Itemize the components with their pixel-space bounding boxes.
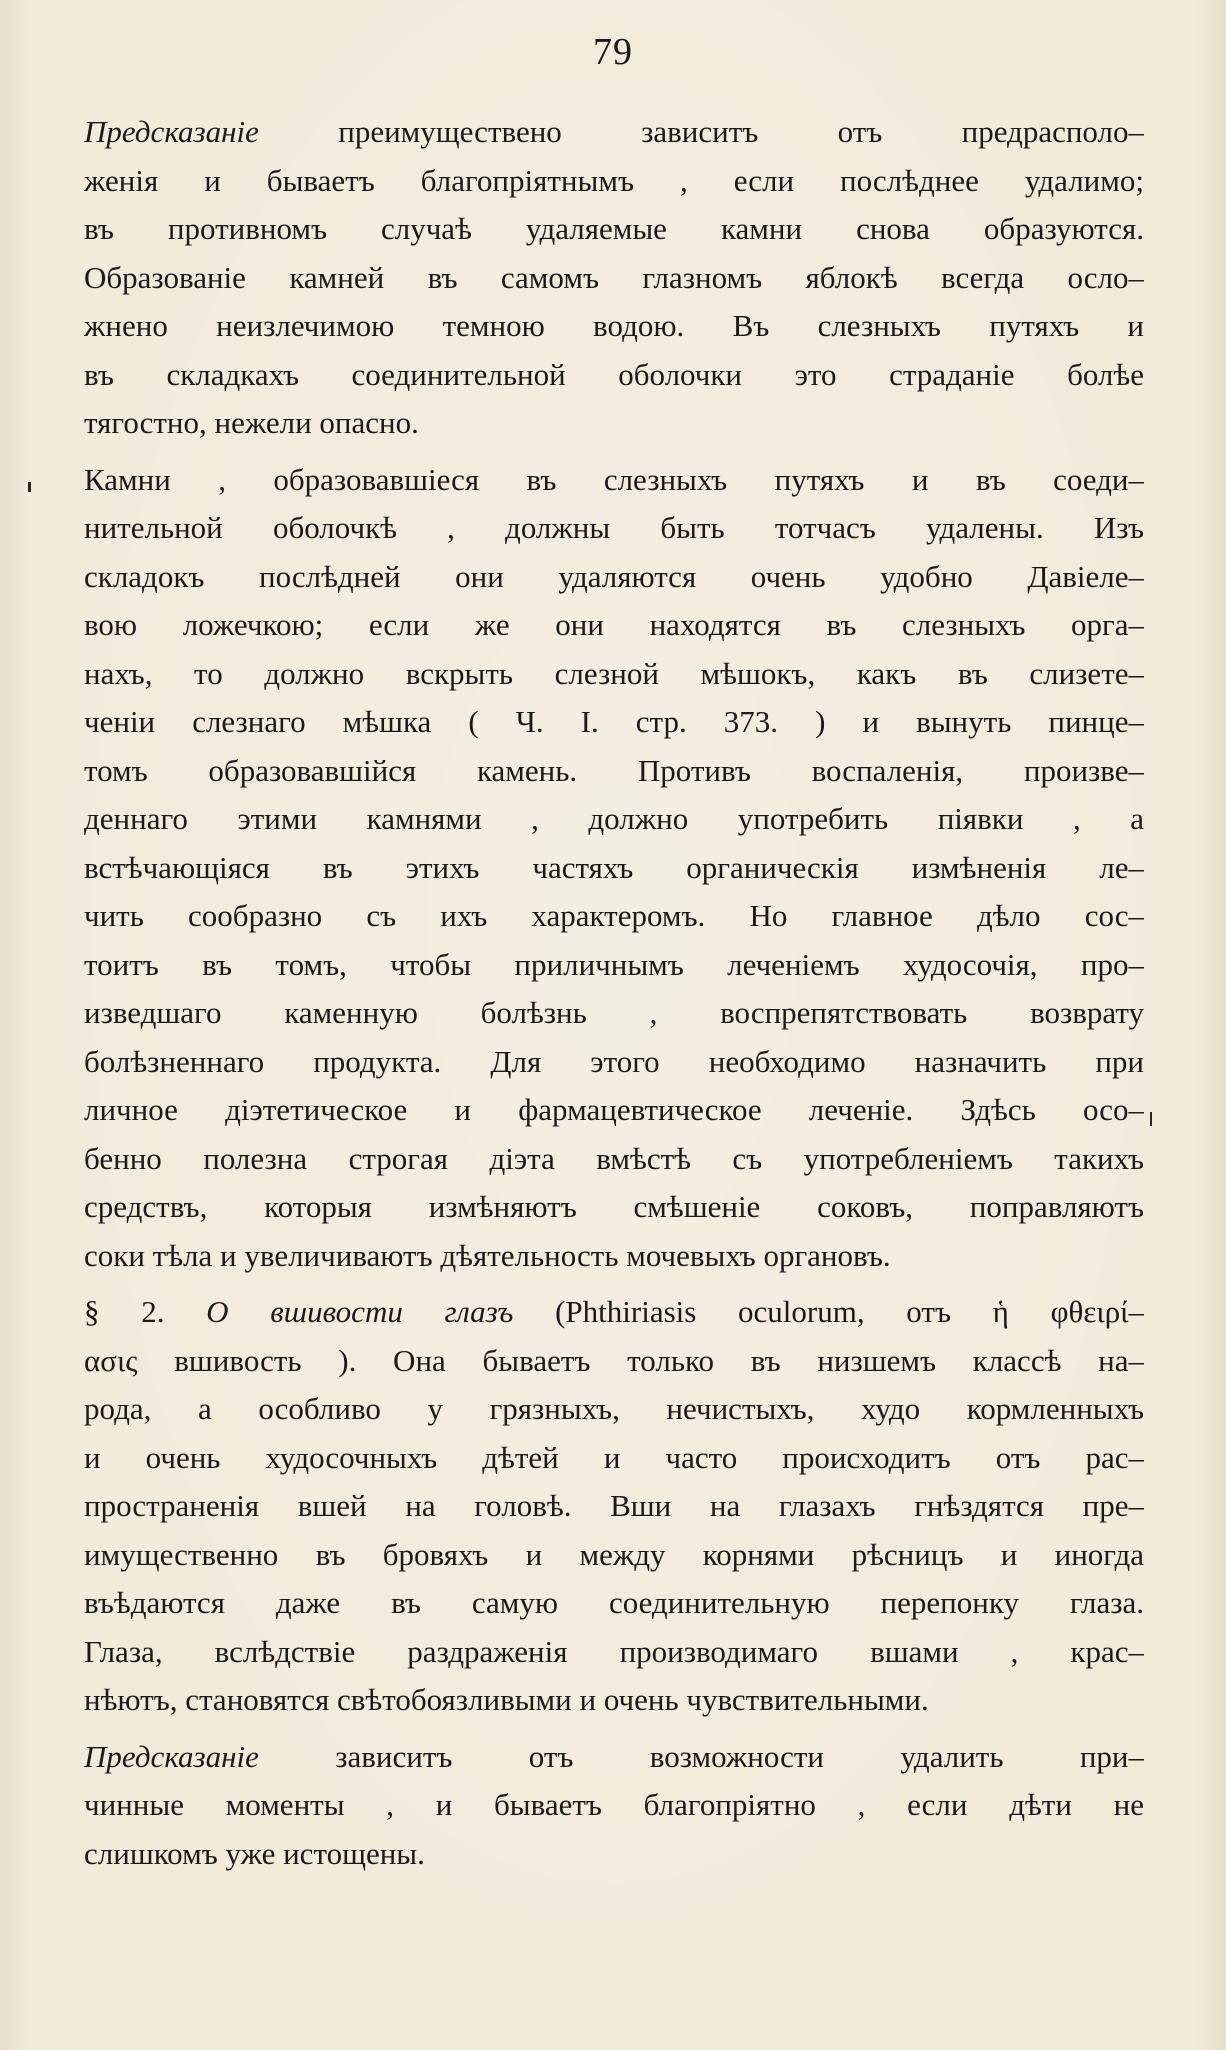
text-line: нительной оболочкѣ , должны быть тотчасъ удалены. Изъ	[84, 510, 1144, 545]
italic-lead: Предсказаніе	[84, 114, 259, 149]
text-line: ασις вшивость ). Она бываетъ только въ низшемъ классѣ на–	[84, 1342, 1144, 1378]
text-line: нѣютъ, становятся свѣтобоязливыми и очень чувствительными.	[84, 1682, 929, 1717]
text-line: и очень худосочныхъ дѣтей и часто происходитъ отъ рас–	[84, 1439, 1144, 1475]
text-line: тоитъ въ томъ, чтобы приличнымъ леченіемъ худосочія, про–	[84, 946, 1144, 982]
text-line: въ противномъ случаѣ удаляемые камни снова образуются.	[84, 211, 1144, 246]
text-line: складокъ послѣдней они удаляются очень удобно Давіеле–	[84, 558, 1144, 594]
text-line: тягостно, нежели опасно.	[84, 405, 419, 440]
text-line: средствъ, которыя измѣняютъ смѣшеніе соковъ, поправляютъ	[84, 1189, 1144, 1224]
paragraph-treatment-stones	[84, 456, 1144, 1281]
text-line: встѣчающіяся въ этихъ частяхъ органическія измѣненія ле–	[84, 849, 1144, 885]
paragraph-gap	[84, 1280, 1144, 1288]
text-line: томъ образовавшійся камень. Противъ воспаленія, произве–	[84, 752, 1144, 788]
line-text: (Phthiriasis oculorum, отъ ἡ φθειρί–	[513, 1294, 1144, 1329]
paragraph-gap	[84, 1725, 1144, 1733]
line-text: зависитъ отъ возможности удалить при–	[258, 1738, 1144, 1774]
text-line	[84, 1288, 1144, 1337]
line-text: преимуществено зависитъ отъ предрасполо–	[258, 114, 1144, 149]
text-line: жнено неизлечимою темною водою. Въ слезныхъ путяхъ и	[84, 308, 1144, 343]
section-2-phthiriasis	[84, 1288, 1144, 1725]
text-line	[84, 108, 1144, 157]
text-line: соки тѣла и увеличиваютъ дѣятельность мочевыхъ органовъ.	[84, 1237, 891, 1273]
text-line: изведшаго каменную болѣзнь , воспрепятствовать возврату	[84, 995, 1144, 1030]
section-title: О вшивости глазъ	[164, 1294, 514, 1329]
text-line: имущественно въ бровяхъ и между корнями рѣсницъ и иногда	[84, 1536, 1144, 1572]
text-line: чить сообразно съ ихъ характеромъ. Но главное дѣло сос–	[84, 898, 1144, 933]
paragraph-prognosis-lice	[84, 1733, 1144, 1879]
page-number: 79	[593, 31, 633, 73]
section-number: § 2.	[84, 1294, 165, 1329]
margin-mark	[28, 482, 31, 492]
text-line: болѣзненнаго продукта. Для этого необходимо назначить при	[84, 1043, 1144, 1079]
text-line: бенно полезна строгая діэта вмѣстѣ съ употребленіемъ такихъ	[84, 1140, 1144, 1176]
text-line: пространенія вшей на головѣ. Вши на глазахъ гнѣздятся пре–	[84, 1488, 1144, 1523]
text-line: вою ложечкою; если же они находятся въ слезныхъ орга–	[84, 607, 1144, 642]
text-line: Образованіе камней въ самомъ глазномъ яблокѣ всегда ослo–	[84, 259, 1144, 295]
text-line: въѣдаются даже въ самую соединительную перепонку глаза.	[84, 1585, 1144, 1620]
text-line: женія и бываетъ благопріятнымъ , если послѣднее удалимо;	[84, 162, 1144, 198]
paragraph-gap	[84, 448, 1144, 456]
italic-lead: Предсказаніе	[84, 1738, 259, 1774]
text-line: рода, а особливо у грязныхъ, нечистыхъ, худо кормленныхъ	[84, 1391, 1144, 1426]
margin-mark	[1150, 1112, 1152, 1126]
paragraph-prognosis-stones	[84, 108, 1144, 448]
text-line: чинные моменты , и бываетъ благопріятно , если дѣти не	[84, 1787, 1144, 1822]
text-line: нахъ, то должно вскрыть слезной мѣшокъ, какъ въ слизете–	[84, 655, 1144, 691]
text-line: Камни , образовавшіеся въ слезныхъ путяхъ и въ соеди–	[84, 461, 1144, 497]
text-line: деннаго этими камнями , должно употребить піявки , а	[84, 801, 1144, 836]
text-line: Глаза, вслѣдствіе раздраженія производимаго вшами , крас–	[84, 1633, 1144, 1669]
text-line: личное діэтетическое и фармацевтическое леченіе. Здѣсь осо–	[84, 1092, 1144, 1127]
text-line: слишкомъ уже истощены.	[84, 1835, 425, 1871]
text-line: въ складкахъ соединительной оболочки это страданіе болѣе	[84, 356, 1144, 392]
text-line: ченіи слезнаго мѣшка ( Ч. I. стр. 373. ) и вынуть пинце–	[84, 704, 1144, 739]
text-line	[84, 1733, 1144, 1782]
body-text	[84, 108, 1144, 1878]
